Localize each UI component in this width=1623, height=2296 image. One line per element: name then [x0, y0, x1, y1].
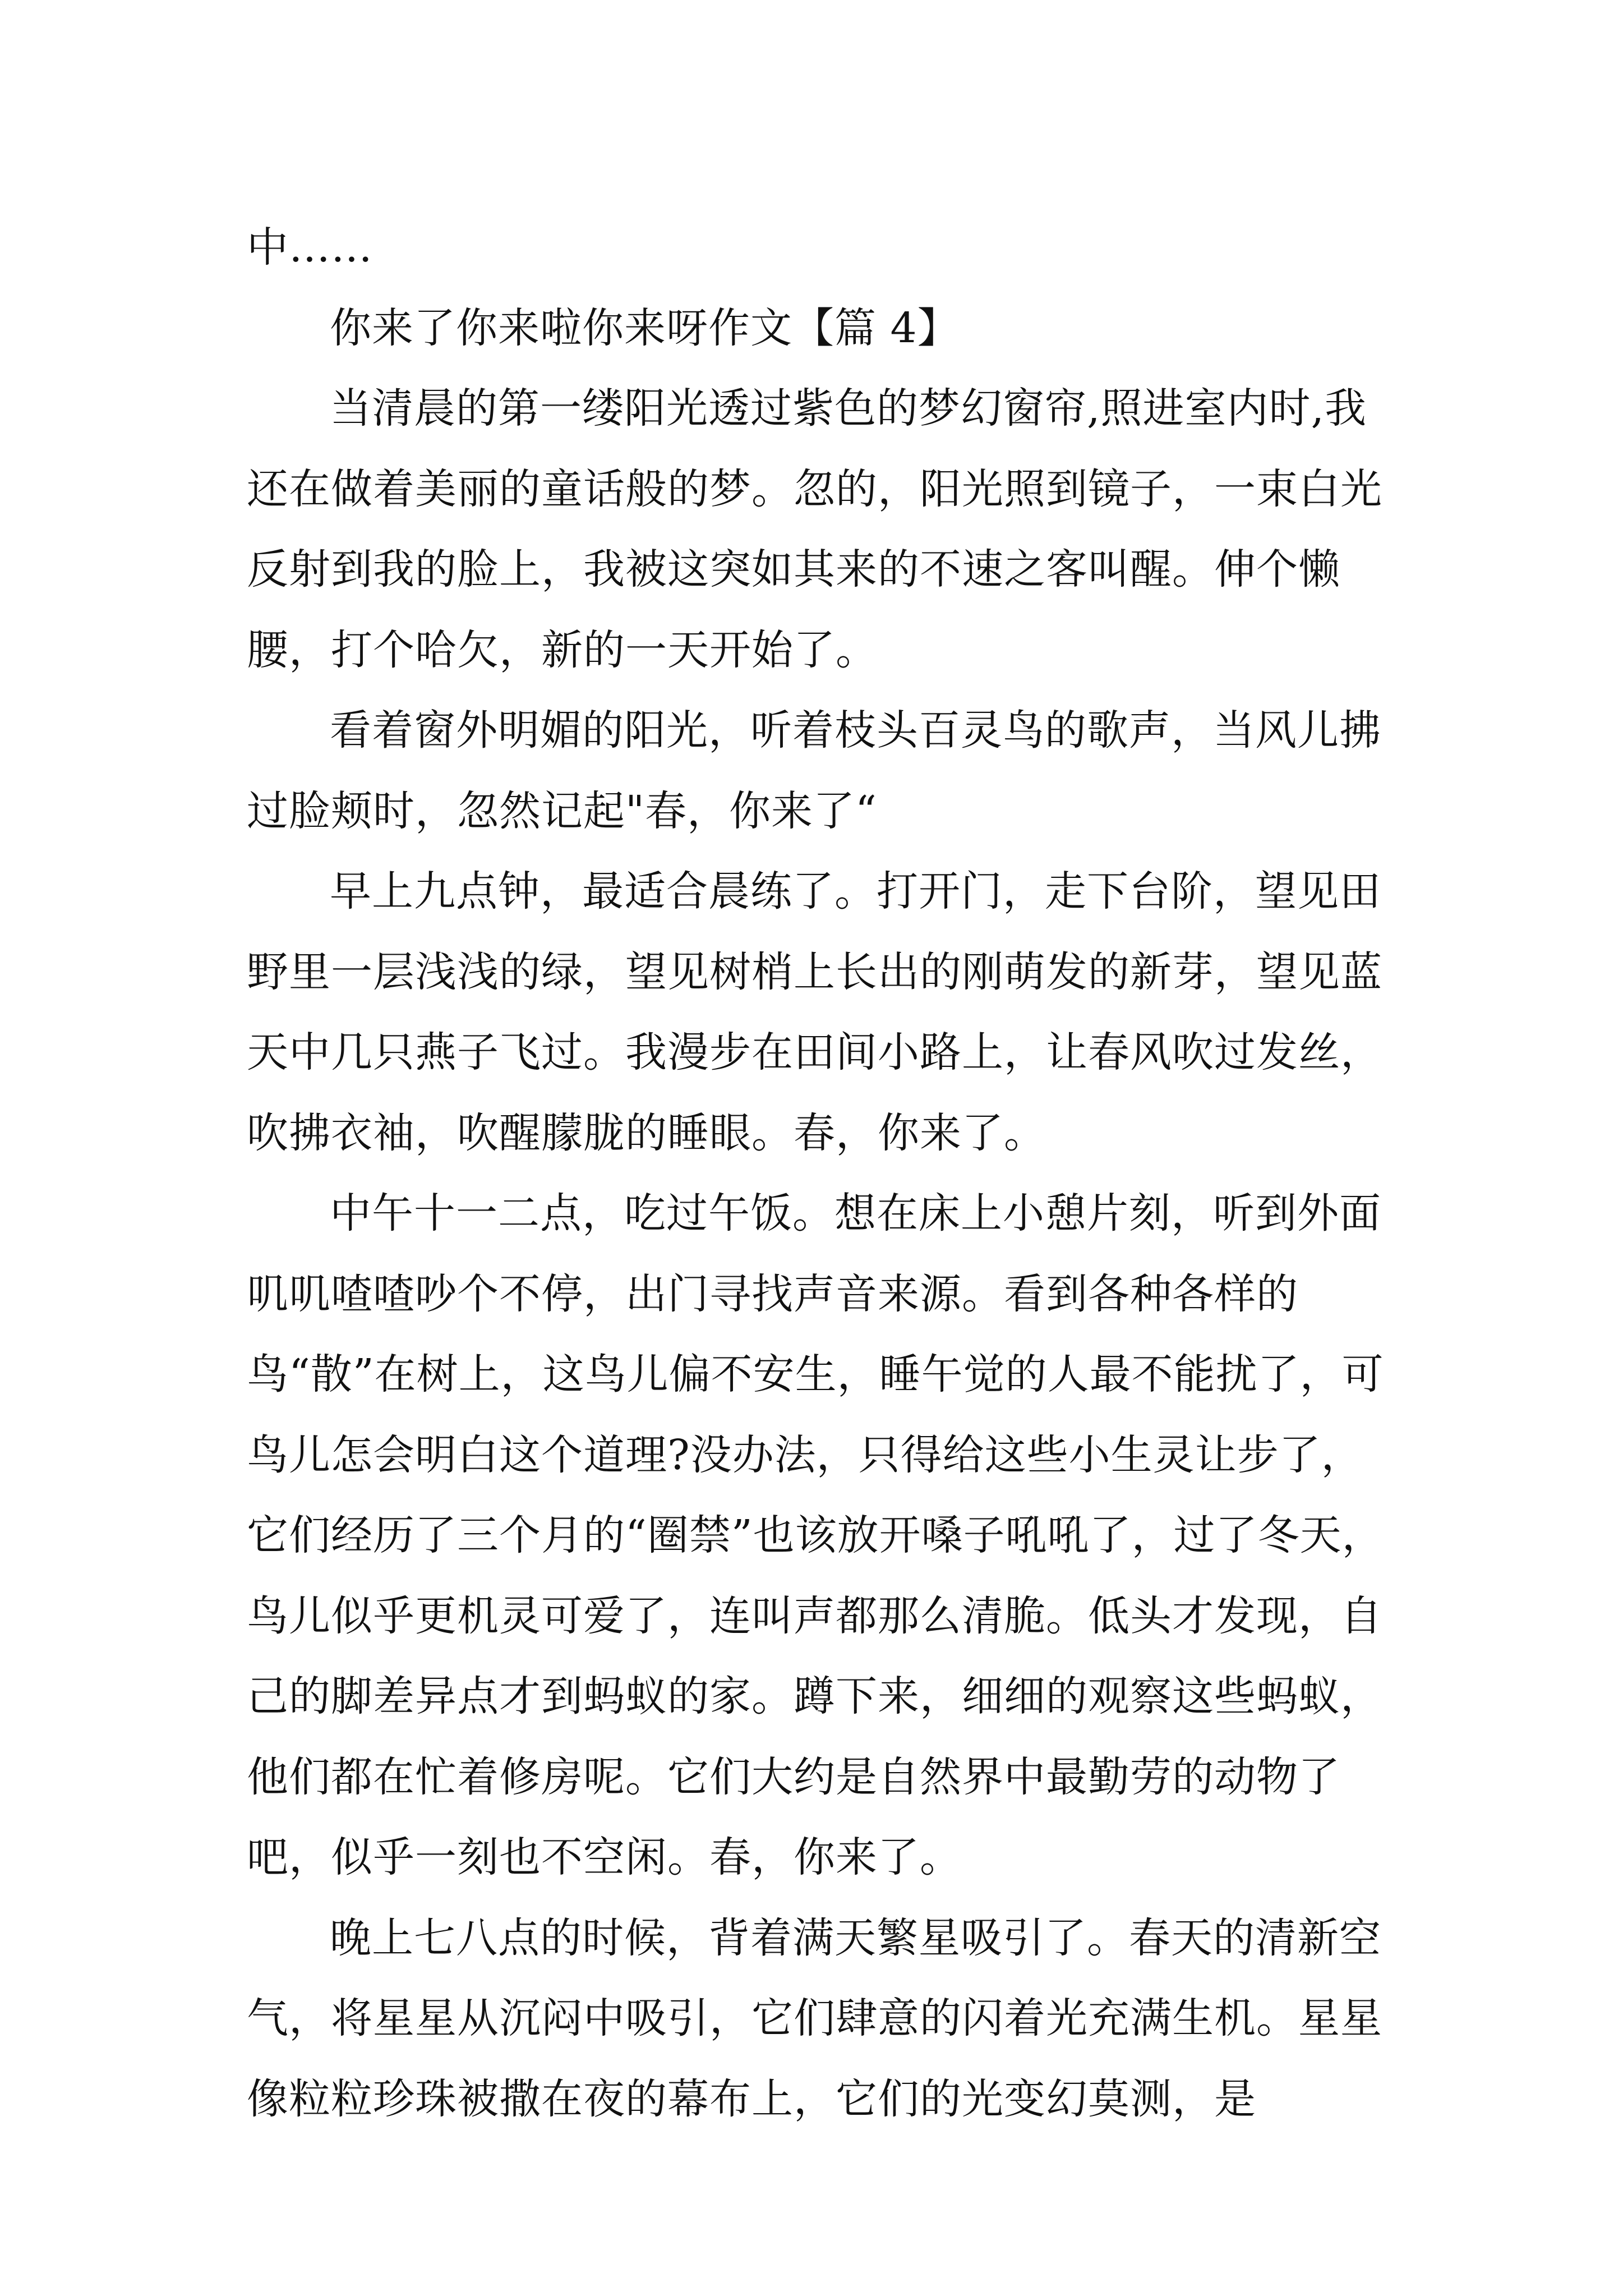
paragraph: 中午十一二点，吃过午饭。想在床上小憩片刻，听到外面叽叽喳喳吵个不停，出门寻找声音来源。看到各种各样的鸟“散”在树上，这鸟儿偏不安生，睡午觉的人最不能扰了，可鸟儿怎会明白这个道理?没办法，只得给这些小生灵让步了，它们经历了三个月的“圈禁”也该放开嗓子吼吼了，过了冬天，鸟儿似乎更机灵可爱了，连叫声都那么清脆。低头才发现，自己的脚差异点才到蚂蚁的家。蹲下来，细细的观察这些蚂蚁，他们都在忙着修房呢。它们大约是自然界中最勤劳的动物了吧，似乎一刻也不空闲。春，你来了。: [247, 1189, 1384, 1881]
paragraph: 早上九点钟，最适合晨练了。打开门，走下台阶，望见田野里一层浅浅的绿，望见树梢上长出的刚萌发的新芽，望见蓝天中几只燕子飞过。我漫步在田间小路上，让春风吹过发丝，吹拂衣袖，吹醒朦胧的睡眼。春，你来了。: [247, 867, 1382, 1157]
continued-text: 中……: [247, 223, 373, 272]
paragraph: 晚上七八点的时候，背着满天繁星吸引了。春天的清新空气，将星星从沉闷中吸引，它们肆意的闪着光充满生机。星星像粒粒珍珠被撒在夜的幕布上，它们的光变幻莫测，是: [247, 1913, 1382, 2123]
essay-heading: 你来了你来啦你来呀作文【篇 4】: [330, 303, 960, 352]
paragraph: 看着窗外明媚的阳光，听着枝头百灵鸟的歌声，当风儿拂过脸颊时，忽然记起"春，你来了“: [247, 706, 1381, 835]
paragraph: 当清晨的第一缕阳光透过紫色的梦幻窗帘,照进室内时,我还在做着美丽的童话般的梦。忽的，阳光照到镜子，一束白光反射到我的脸上，我被这突如其来的不速之客叫醒。伸个懒腰，打个哈欠，新的一天开始了。: [247, 384, 1382, 674]
document-body: [247, 208, 1402, 2139]
